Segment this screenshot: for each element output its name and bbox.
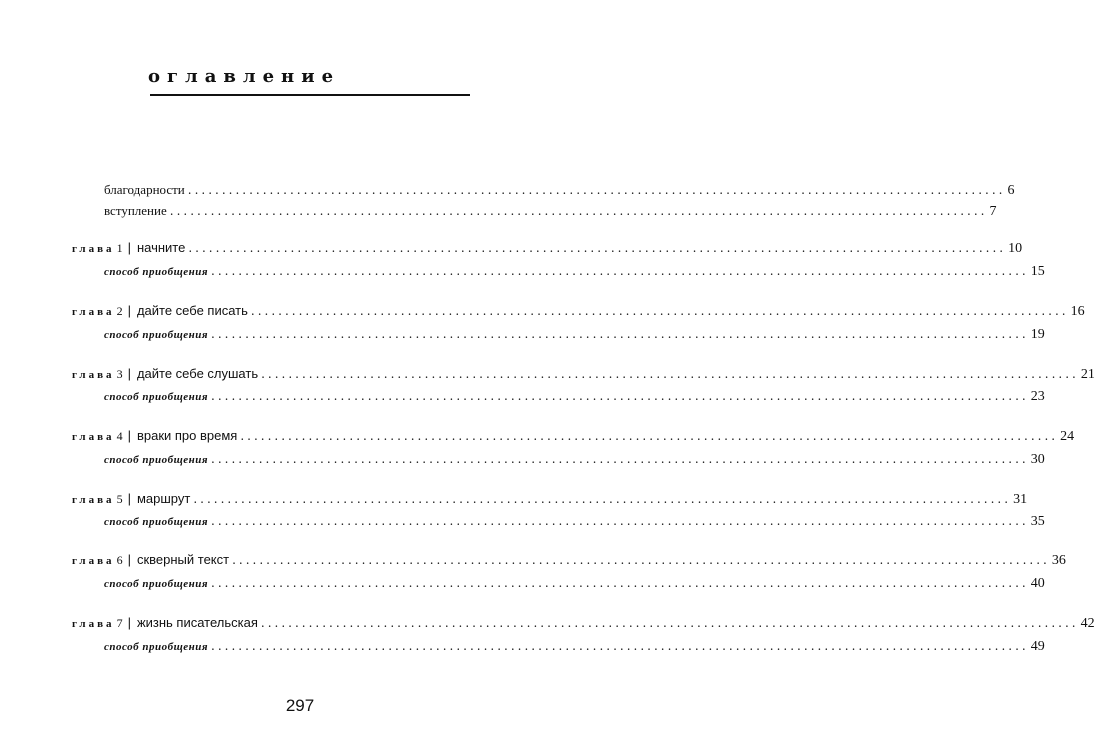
toc-subentry-chapter-3 xyxy=(104,387,1045,405)
chapter-prefix: глава xyxy=(72,494,115,506)
subentry-page: 23 xyxy=(1030,389,1045,404)
chapter-title: дайте себе слушать xyxy=(136,366,259,381)
toc-entry-chapter-2 xyxy=(72,302,1085,320)
chapter-title: скверный текст xyxy=(136,552,230,567)
chapter-prefix: глава xyxy=(72,618,115,630)
entry-page: 10 xyxy=(1008,241,1023,256)
title-rule xyxy=(150,94,470,96)
toc-entry-chapter-3 xyxy=(72,365,1095,383)
page-number: 297 xyxy=(285,696,315,715)
chapter-title: враки про время xyxy=(136,428,238,443)
subentry-label: способ приобщения xyxy=(104,266,209,278)
entry-label: вступление xyxy=(104,203,167,218)
toc-subentry-chapter-2 xyxy=(104,325,1045,343)
subentry-label: способ приобщения xyxy=(104,641,209,653)
dot-leader: ........................................................................................................................ xyxy=(169,204,988,218)
chapter-number: 4 xyxy=(116,429,123,443)
toc-entry-chapter-4 xyxy=(72,427,1075,445)
toc-subentry-chapter-6 xyxy=(104,574,1045,592)
subentry-page: 30 xyxy=(1030,452,1045,467)
chapter-separator: | xyxy=(127,552,131,567)
chapter-number: 1 xyxy=(116,241,123,255)
entry-page: 16 xyxy=(1070,304,1085,319)
chapter-number: 2 xyxy=(116,304,123,318)
subentry-page: 19 xyxy=(1030,327,1045,342)
subentry-label: способ приобщения xyxy=(104,454,209,466)
toc-entry-chapter-5 xyxy=(72,490,1028,508)
subentry-label: способ приобщения xyxy=(104,391,209,403)
toc-subentry-chapter-7 xyxy=(104,637,1045,655)
dot-leader: ........................................................................................................................ xyxy=(211,576,1029,590)
toc-title: оглавление xyxy=(148,66,341,87)
chapter-prefix: глава xyxy=(72,306,115,318)
dot-leader: ........................................................................................................................ xyxy=(187,183,1006,197)
chapter-separator: | xyxy=(127,615,131,630)
dot-leader: ........................................................................................................................ xyxy=(211,514,1029,528)
toc-entry-introduction xyxy=(104,202,997,220)
toc-subentry-chapter-1 xyxy=(104,262,1045,280)
entry-page: 24 xyxy=(1060,429,1075,444)
chapter-title: начните xyxy=(136,240,186,255)
chapter-separator: | xyxy=(127,240,131,255)
entry-page: 42 xyxy=(1080,616,1095,631)
dot-leader: ........................................................................................................................ xyxy=(261,367,1079,381)
dot-leader: ........................................................................................................................ xyxy=(240,429,1059,443)
toc-entry-acknowledgements xyxy=(104,181,1015,199)
entry-page: 31 xyxy=(1013,492,1028,507)
chapter-number: 6 xyxy=(116,553,123,567)
chapter-title: жизнь писательская xyxy=(136,615,258,630)
dot-leader: ........................................................................................................................ xyxy=(211,639,1029,653)
chapter-title: дайте себе писать xyxy=(136,303,248,318)
subentry-page: 40 xyxy=(1030,576,1045,591)
entry-page: 6 xyxy=(1007,183,1015,198)
dot-leader: ........................................................................................................................ xyxy=(260,616,1079,630)
subentry-page: 15 xyxy=(1030,264,1045,279)
toc-entry-chapter-7 xyxy=(72,614,1095,632)
toc-subentry-chapter-4 xyxy=(104,450,1045,468)
toc-subentry-chapter-5 xyxy=(104,512,1045,530)
chapter-prefix: глава xyxy=(72,243,115,255)
entry-label: благодарности xyxy=(104,182,185,197)
subentry-label: способ приобщения xyxy=(104,329,209,341)
chapter-prefix: глава xyxy=(72,431,115,443)
toc-entry-chapter-6 xyxy=(72,551,1066,569)
entry-page: 21 xyxy=(1080,367,1095,382)
subentry-page: 35 xyxy=(1030,514,1045,529)
chapter-separator: | xyxy=(127,366,131,381)
chapter-number: 3 xyxy=(116,367,123,381)
chapter-number: 7 xyxy=(116,616,123,630)
chapter-prefix: глава xyxy=(72,555,115,567)
dot-leader: ........................................................................................................................ xyxy=(211,264,1029,278)
dot-leader: ........................................................................................................................ xyxy=(211,452,1029,466)
chapter-number: 5 xyxy=(116,492,123,506)
entry-page: 7 xyxy=(989,204,997,219)
subentry-label: способ приобщения xyxy=(104,516,209,528)
dot-leader: ........................................................................................................................ xyxy=(232,553,1050,567)
entry-page: 36 xyxy=(1051,553,1066,568)
chapter-separator: | xyxy=(127,303,131,318)
dot-leader: ........................................................................................................................ xyxy=(188,241,1007,255)
chapter-prefix: глава xyxy=(72,369,115,381)
chapter-title: маршрут xyxy=(136,491,191,506)
dot-leader: ........................................................................................................................ xyxy=(250,304,1069,318)
dot-leader: ........................................................................................................................ xyxy=(211,389,1029,403)
dot-leader: ........................................................................................................................ xyxy=(193,492,1012,506)
subentry-label: способ приобщения xyxy=(104,578,209,590)
chapter-separator: | xyxy=(127,428,131,443)
chapter-separator: | xyxy=(127,491,131,506)
dot-leader: ........................................................................................................................ xyxy=(211,327,1029,341)
toc-entry-chapter-1 xyxy=(72,239,1023,257)
subentry-page: 49 xyxy=(1030,639,1045,654)
